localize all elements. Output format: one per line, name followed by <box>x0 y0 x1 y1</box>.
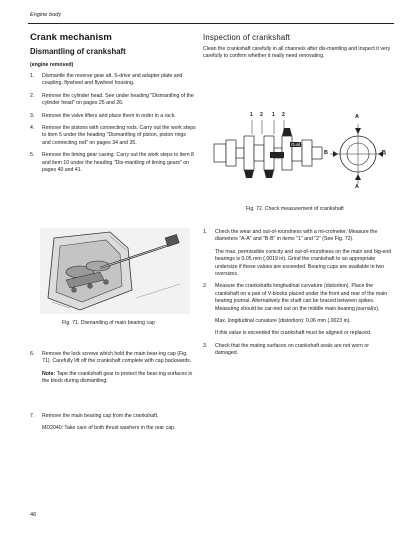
step-item <box>30 413 196 420</box>
step-number: 1. <box>30 73 35 79</box>
step-sub-text: If this value is exceeded the crankshaft must be aligned or replaced. <box>215 330 372 337</box>
left-column <box>30 30 196 179</box>
note-block <box>42 371 196 386</box>
fig72-label-2: 2 <box>260 112 263 118</box>
step-text: Remove the cylinder head. See under heading "Dismantling of the cylinder head" on pages 25 and 26. <box>42 92 194 107</box>
fig72-label-2b: 2 <box>282 112 285 118</box>
step-text: Remove the main bearing cap from the crankshaft. <box>42 413 159 419</box>
right-steps <box>203 229 393 363</box>
fig72-label-a-bottom: A <box>355 184 359 190</box>
section-title: Crank mechanism <box>30 32 112 43</box>
intro-paragraph: Clean the crankshaft carefully in all channels after dis-mantling and inspect it very carefully to confirm whether it really need renovating. <box>203 46 391 60</box>
fig72-label-a-top: A <box>355 114 359 120</box>
step-number: 4. <box>30 125 35 132</box>
step-number: 3. <box>30 112 35 119</box>
figure-71-caption: Fig. 71. Dismantling of main bearing cap <box>62 320 155 326</box>
step-number: 5. <box>30 152 35 159</box>
note-label: Note: <box>42 370 56 377</box>
bearing-cap-removal-drawing <box>40 228 190 314</box>
step-number: 7. <box>30 413 35 419</box>
fig72-label-b-left: B <box>324 150 328 156</box>
figure-72-caption: Fig. 72. Check measurement of crankshaft <box>246 206 344 212</box>
step-text: Remove the pistons with connecting rods. Carry out the work steps to item 5 under the heading "Dismantling of piston, piston rings and connecting rod" on pages 34 and 35. <box>42 125 196 146</box>
fig72-label-1: 1 <box>250 112 253 118</box>
header-rule <box>28 23 394 24</box>
step-item <box>30 73 196 88</box>
right-column <box>203 30 393 67</box>
inspection-title: Inspection of crankshaft <box>203 33 291 42</box>
figure-72-illustration <box>212 112 388 198</box>
fig72-label-b-right: B <box>382 150 386 156</box>
step-number: 2. <box>30 92 35 99</box>
condition-note: (engine removed) <box>30 62 74 68</box>
running-head: Engine body <box>30 12 62 18</box>
step-text: Check the wear and out-of-roundness with a mi-crometer. Measure the diameters "A-A" and "B-B" in items "1" and "2" (See Fig. 72). <box>215 229 378 243</box>
step-text: Dismantle the reverse gear alt. S-drive and adapter plate and coupling, flywheel and flywheel housing. <box>42 73 183 87</box>
step-number: 3. <box>203 342 208 349</box>
step-number: 6. <box>30 351 35 357</box>
subsection-title: Dismantling of crankshaft <box>30 47 126 56</box>
step-sub-text: The max. permissible conicity and out-of-roundness on the main and big-end bearings is 0.05 mm (.0019 in). Grind the crankshaft to an appropriate undersize if these values are exceeded. Bearing cups are available in two oversizes. <box>215 248 392 278</box>
figure-71-illustration <box>40 228 190 314</box>
left-lower-steps <box>30 351 196 390</box>
step-text: Remove the timing gear casing. Carry out the work steps to item 8 and item 10 under the heading "Dis-mantling of timing gears" on pages 40 and 41. <box>42 152 194 174</box>
step-item <box>203 283 393 313</box>
note-text: Tape the crankshaft gear to protect the bear-ing surfaces in the block during dismantling. <box>42 370 193 385</box>
step-item <box>30 113 196 120</box>
step-item <box>203 343 393 358</box>
step-text: Check that the mating surfaces on crankshaft seals are not worn or damaged. <box>215 342 369 357</box>
step-text: Remove the lock screws which hold the main bear-ing cap (Fig. 71). Carefully lift off the crankshaft complete with cap backwards. <box>42 351 192 365</box>
page-number: 46 <box>30 512 37 518</box>
step-item <box>30 125 196 147</box>
step-sub-text: MD2040: Take care of both thrust washers in the rear cap. <box>42 425 176 432</box>
step-item <box>30 351 196 366</box>
step-text: Measure the crankshafts longitudinal curvature (distortion). Place the crankshaft on a pair of V-blocks placed under the front and rear of the main bearing journal. Alternatively the shaft can be braced between spikes. Measuring should be car-ried out on the middle main bearing journal(s). <box>215 283 388 312</box>
step-sub-text: Max. longitudinal curvature (distortion): 0.06 mm (.0023 in). <box>215 318 351 325</box>
left-step-7 <box>30 413 196 438</box>
step-item <box>30 152 196 174</box>
step-number: 2. <box>203 283 208 290</box>
step-number: 1. <box>203 229 208 235</box>
step-text: Remove the valve lifters and place them in order in a rack. <box>42 112 176 119</box>
step-item <box>203 229 393 244</box>
fig72-part-label: Guid <box>291 142 301 147</box>
crankshaft-measurement-drawing <box>212 112 388 198</box>
fig72-label-1b: 1 <box>272 112 275 118</box>
step-item <box>30 93 196 108</box>
